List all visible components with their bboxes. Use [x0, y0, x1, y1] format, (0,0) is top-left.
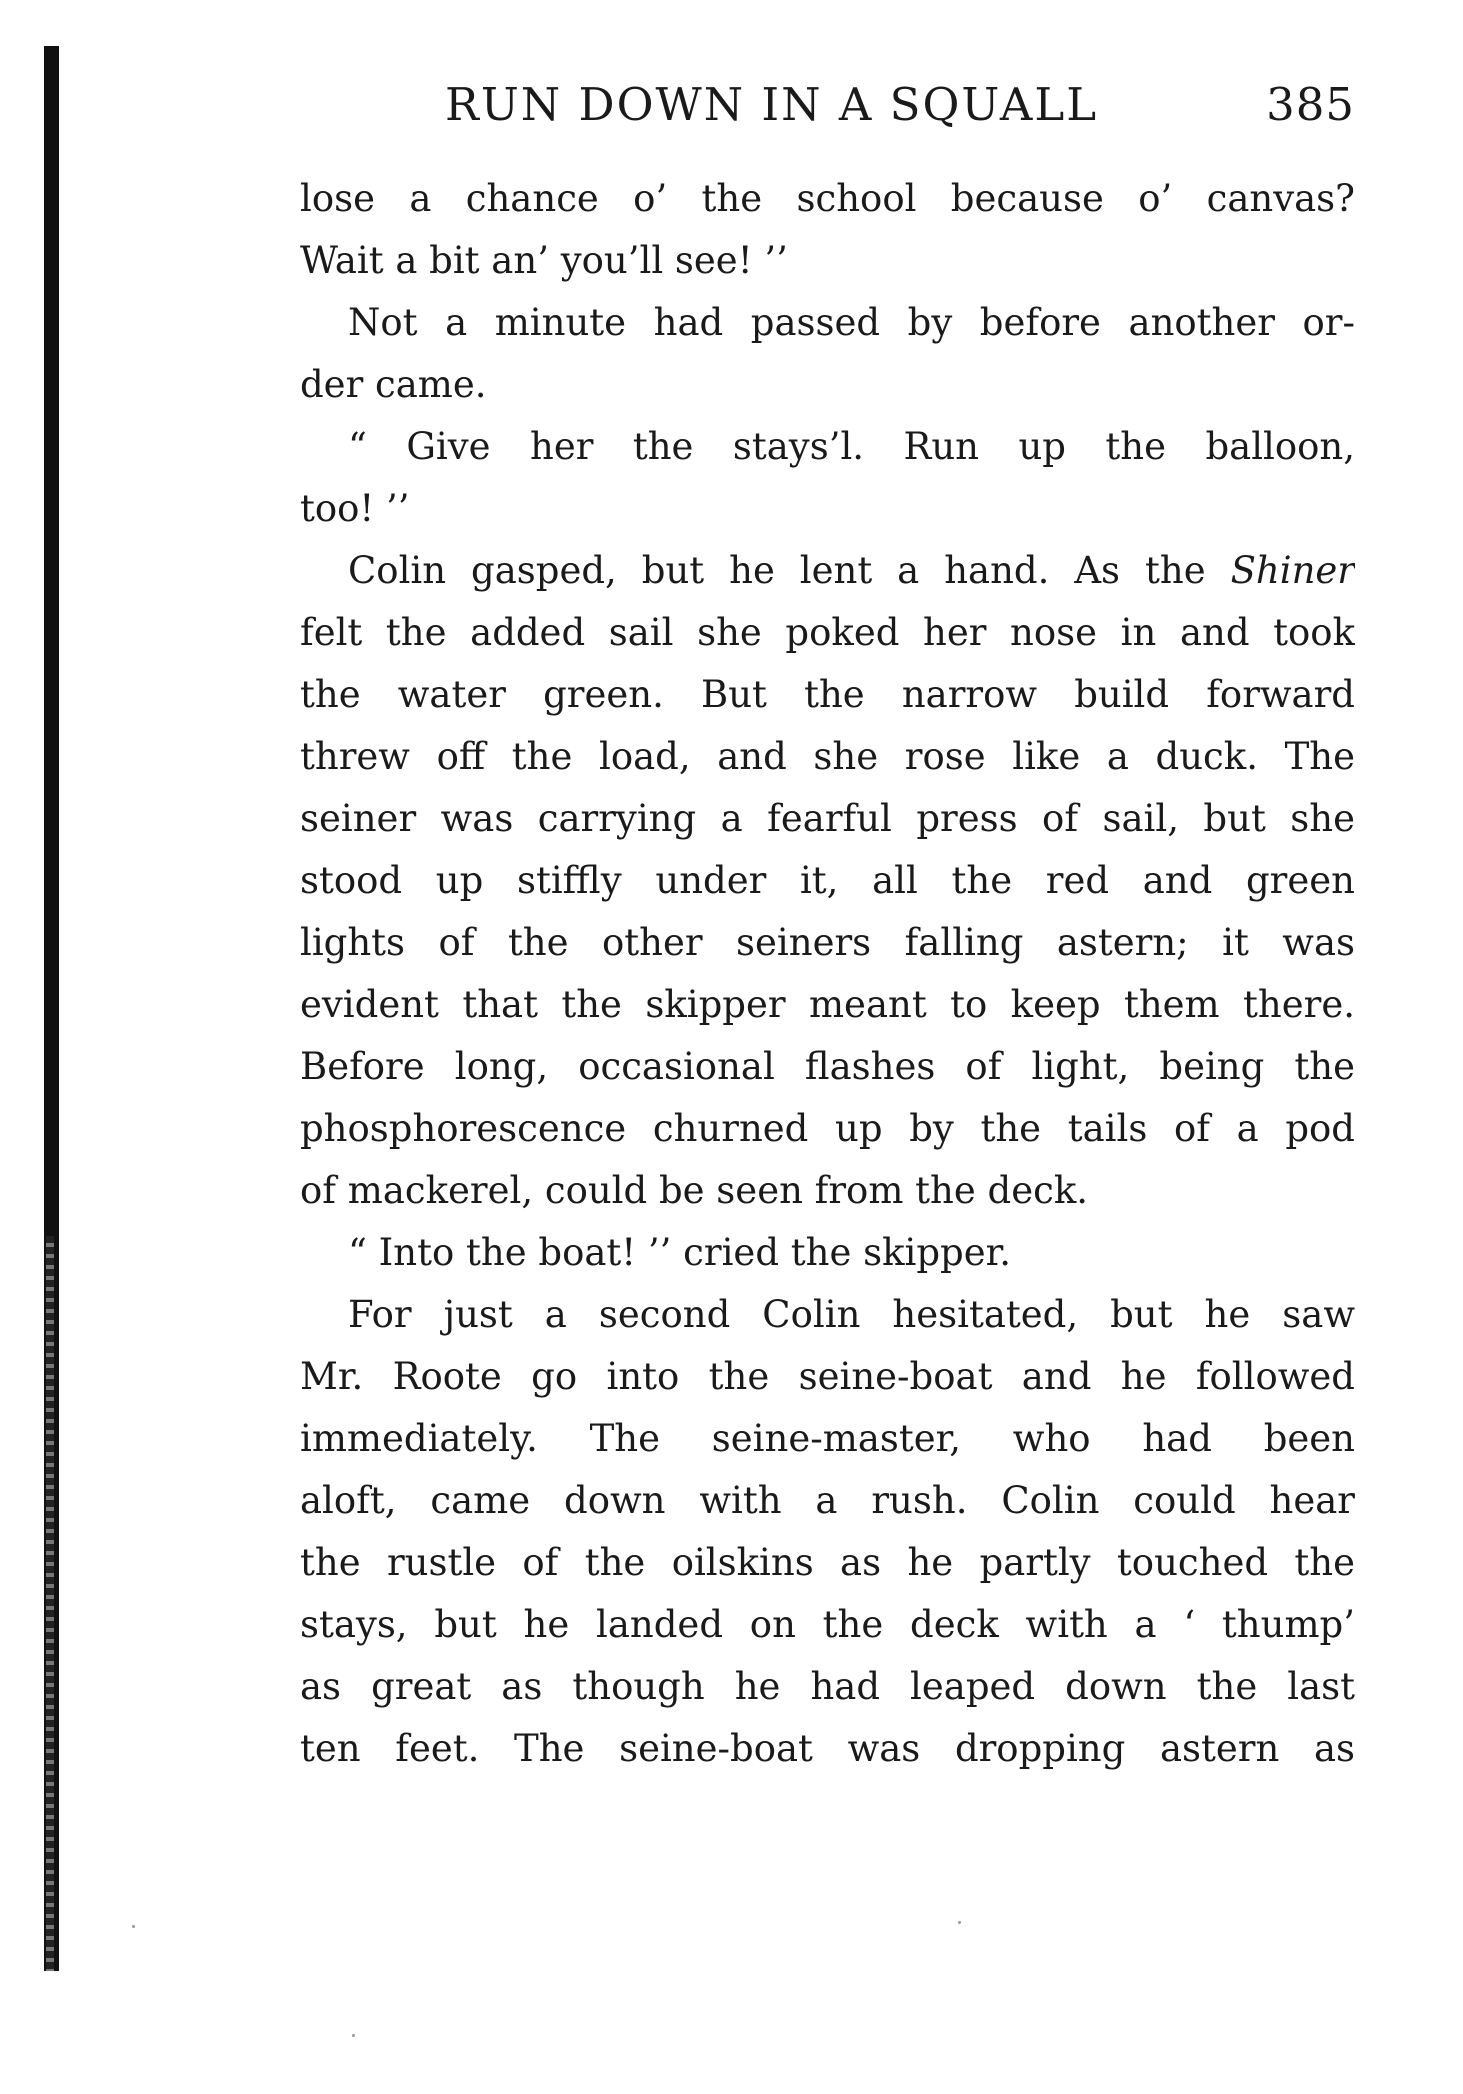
text-line: evident that the skipper meant to keep them there. — [300, 983, 1355, 1026]
text-line: of mackerel, could be seen from the deck. — [300, 1169, 1089, 1212]
paper-speck — [958, 1921, 961, 1924]
text-line: phosphorescence churned up by the tails of a pod — [300, 1107, 1355, 1150]
text-line: ten feet. The seine-boat was dropping astern as — [300, 1727, 1355, 1770]
paper-speck — [352, 2034, 355, 2037]
text-line: stays, but he landed on the deck with a ‘ thump’ — [300, 1603, 1355, 1646]
text-line: For just a second Colin hesitated, but he saw — [348, 1293, 1355, 1336]
text-line — [300, 540, 1355, 602]
running-title: RUN DOWN IN A SQUALL — [445, 78, 1099, 131]
text-line: Wait a bit an’ you’ll see! ’’ — [300, 239, 788, 282]
text-line: threw off the load, and she rose like a duck. The — [300, 735, 1355, 778]
text-line: “ Into the boat! ’’ cried the skipper. — [348, 1231, 1012, 1274]
text-line: lights of the other seiners falling astern; it was — [300, 921, 1355, 964]
text-line: the rustle of the oilskins as he partly touched the — [300, 1541, 1355, 1584]
text-line: lose a chance o’ the school because o’ canvas? — [300, 177, 1355, 220]
text-line: immediately. The seine-master, who had been — [300, 1417, 1355, 1460]
text-line: der came. — [300, 363, 487, 406]
text-line: Before long, occasional flashes of light, being the — [300, 1045, 1355, 1088]
text-line: Mr. Roote go into the seine-boat and he followed — [300, 1355, 1355, 1398]
text-line: stood up stiffly under it, all the red and green — [300, 859, 1355, 902]
text-line: as great as though he had leaped down the last — [300, 1665, 1355, 1708]
page-number: 385 — [1266, 78, 1355, 131]
text-line: the water green. But the narrow build forward — [300, 673, 1355, 716]
page-binding-edge — [44, 46, 59, 1971]
text-line: “ Give her the stays’l. Run up the balloon, — [348, 425, 1355, 468]
running-head — [445, 78, 1355, 138]
text-line: Not a minute had passed by before another or- — [348, 301, 1355, 344]
text-line: seiner was carrying a fearful press of sail, but she — [300, 797, 1355, 840]
body-text — [300, 168, 1355, 1780]
text-line: aloft, came down with a rush. Colin could hear — [300, 1479, 1355, 1522]
text-line: too! ’’ — [300, 487, 410, 530]
paper-speck — [132, 1925, 135, 1928]
text-line: felt the added sail she poked her nose in and took — [300, 611, 1355, 654]
ship-name: Shiner — [1230, 549, 1355, 592]
text-line-part: Colin gasped, but he lent a hand. As the — [348, 549, 1231, 592]
